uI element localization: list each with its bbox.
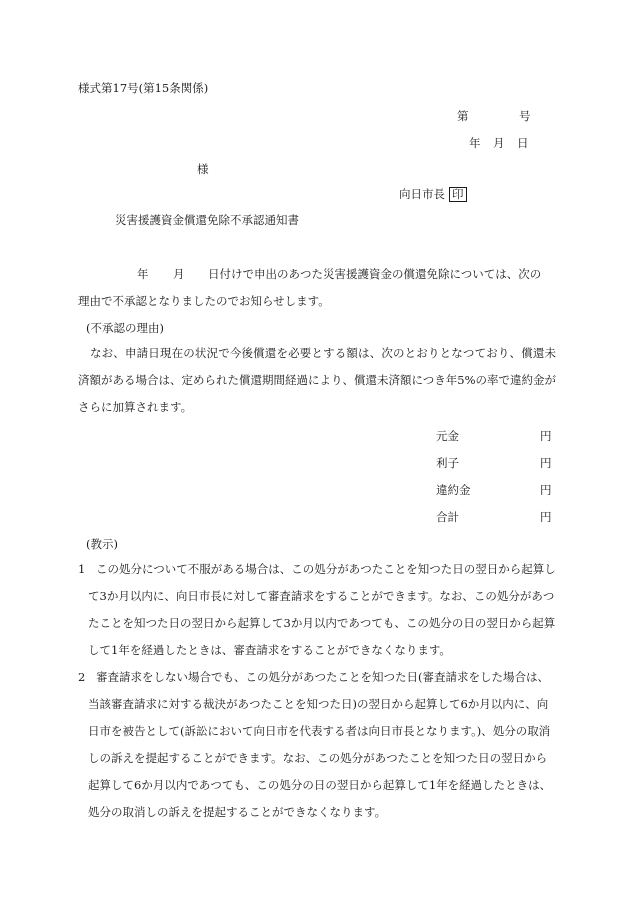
instruction-number-2: 2 bbox=[78, 670, 86, 684]
instruction-item-2 bbox=[78, 664, 556, 826]
seal-stamp: 印 bbox=[449, 187, 467, 202]
form-number: 様式第17号(第15条関係) bbox=[78, 81, 209, 95]
date-day: 日 bbox=[517, 136, 529, 150]
instruction-heading: (教示) bbox=[86, 537, 118, 551]
sender-block bbox=[399, 186, 467, 202]
instruction-text-1: この処分について不服がある場合は、この処分があつたことを知つた日の翌日から起算して3か月以内に、向日市長に対して審査請求をすることができます。なお、この処分があつたことを知つた日の翌日から起算して3か月以内であつても、この処分の日の翌日から起算して1年を経過したときは、審査請求をすることができなくなります。 bbox=[88, 562, 556, 657]
amount-label-total: 合計 bbox=[436, 510, 459, 524]
amount-label-principal: 元金 bbox=[436, 429, 459, 443]
amount-unit-principal: 円 bbox=[540, 429, 552, 443]
intro-year: 年 bbox=[137, 267, 149, 281]
instruction-text-2: 審査請求をしない場合でも、この処分があつたことを知つた日(審査請求をした場合は、当該審査請求に対する裁決があつたことを知つた日)の翌日から起算して6か月以内に、向日市を被告として(訴訟において向日市を代表する者は向日市長となります。)、処分の取消しの訴えを提起することができます。なお、この処分があつたことを知つた日の翌日から起算して6か月以内であつても、この処分の日の翌日から起算して1年を経過したときは、処分の取消しの訴えを提起することができなくなります。 bbox=[88, 670, 552, 819]
amount-unit-total: 円 bbox=[540, 510, 552, 524]
date-year: 年 bbox=[469, 136, 481, 150]
intro-month: 月 bbox=[173, 267, 185, 281]
amount-unit-penalty: 円 bbox=[540, 483, 552, 497]
date-month: 月 bbox=[493, 136, 505, 150]
amount-label-penalty: 違約金 bbox=[436, 483, 471, 497]
reason-heading: (不承認の理由) bbox=[86, 321, 164, 335]
instruction-item-1 bbox=[78, 556, 556, 664]
document-title: 災害援護資金償還免除不承認通知書 bbox=[115, 213, 299, 227]
amount-label-interest: 利子 bbox=[436, 456, 459, 470]
instruction-number-1: 1 bbox=[78, 562, 86, 576]
intro-line2: 理由で不承認となりましたのでお知らせします。 bbox=[78, 294, 330, 308]
reason-text: なお、申請日現在の状況で今後償還を必要とする額は、次のとおりとなつており、償還未済額がある場合は、定められた償還期間経過により、償還未済額につき年5%の率で違約金がさらに加算されます。 bbox=[78, 346, 557, 414]
amount-unit-interest: 円 bbox=[540, 456, 552, 470]
doc-number-go: 号 bbox=[519, 109, 531, 123]
sender-name: 向日市長 bbox=[399, 187, 445, 201]
doc-number-dai: 第 bbox=[457, 109, 469, 123]
intro-line1: 日付けで申出のあつた災害援護資金の償還免除については、次の bbox=[208, 267, 542, 281]
addressee-suffix: 様 bbox=[197, 162, 209, 176]
